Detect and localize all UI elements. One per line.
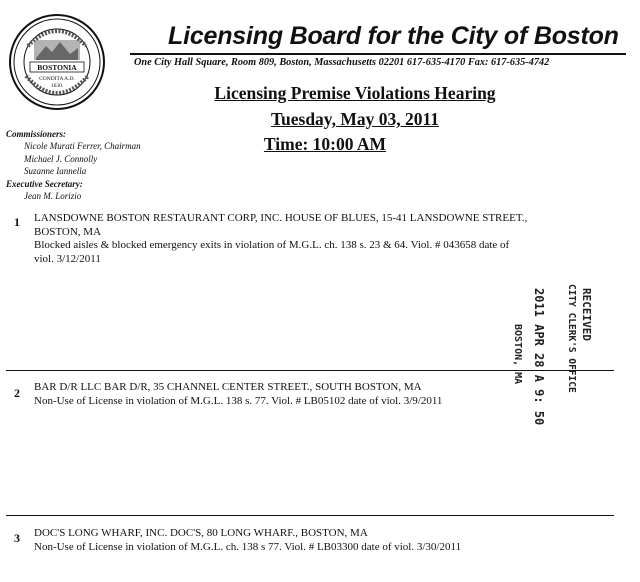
header-divider [130, 53, 626, 55]
secretary-heading: Executive Secretary: [6, 178, 83, 189]
item-licensee: BAR D/R LLC BAR D/R, 35 CHANNEL CENTER STREET., SOUTH BOSTON, MA [34, 381, 422, 393]
seal-sub: CONDITA A.D. [39, 76, 75, 82]
secretary-name: Jean M. Lorizio [24, 191, 82, 202]
stamp-datetime: 2011 APR 28 A 9: 50 [532, 288, 546, 426]
item-licensee: DOC'S LONG WHARF, INC. DOC'S, 80 LONG WHARF., BOSTON, MA [34, 527, 368, 539]
hearing-date: Tuesday, May 03, 2011 [270, 109, 440, 129]
board-address: One City Hall Square, Room 809, Boston, Massachusetts 02201 617-635-4170 Fax: 617-635-4742 [134, 57, 550, 68]
agenda-item-1 [34, 212, 614, 266]
hearing-title: Licensing Premise Violations Hearing [214, 83, 496, 103]
commissioner-name: Michael J. Connolly [24, 153, 98, 164]
item-number: 3 [14, 531, 20, 545]
commissioners-block [6, 128, 141, 202]
item-violation: Blocked aisles & blocked emergency exits in violation of M.G.L. ch. 138 s. 23 & 64. Viol. # 043658 date of [34, 239, 510, 251]
commissioner-name: Nicole Murati Ferrer, Chairman [24, 141, 141, 152]
item-violation: Non-Use of License in violation of M.G.L. ch. 138 s 77. Viol. # LB03300 date of viol. 3/30/2011 [34, 540, 462, 553]
agenda-item-3 [34, 527, 614, 554]
stamp-office: CITY CLERK'S OFFICE [566, 284, 577, 393]
received-stamp [505, 280, 595, 430]
hearing-time: Time: 10:00 AM [263, 134, 387, 154]
item-violation-date: viol. 3/12/2011 [34, 252, 101, 265]
commissioners-heading: Commissioners: [6, 129, 67, 139]
board-title: Licensing Board for the City of Boston [168, 22, 619, 50]
item-number: 1 [14, 215, 20, 229]
item-location: BOSTON, MA [34, 225, 102, 238]
seal-name: BOSTONIA [37, 63, 77, 72]
section-divider [6, 515, 614, 516]
seal-year: 1630. [50, 83, 64, 89]
commissioner-name: Suzanne Iannella [24, 166, 87, 177]
item-number: 2 [14, 386, 20, 400]
city-seal [8, 6, 106, 118]
item-licensee: LANSDOWNE BOSTON RESTAURANT CORP, INC. HOUSE OF BLUES, 15-41 LANSDOWNE STREET., [34, 212, 528, 224]
stamp-location: BOSTON, MA [512, 324, 523, 385]
stamp-received: RECEIVED [580, 288, 593, 341]
item-violation: Non-Use of License in violation of M.G.L. 138 s. 77. Viol. # LB05102 date of viol. 3/9/2011 [34, 394, 443, 407]
